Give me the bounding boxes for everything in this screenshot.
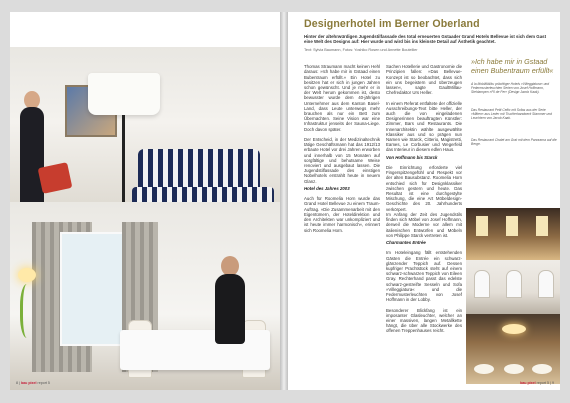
waiter-head [221,256,239,276]
bellboy-figure [20,107,44,207]
window [506,216,518,236]
arched-window [506,270,522,298]
left-page [10,12,280,390]
body-text: Im Anfang der Zeit des Jugendstils finden sich Möbel von Josef Hoffmann, derweil die Moderne vor allem mit italienischen Entwürfen und Möbeln von Philippe Starck vertreten ist. [386,211,462,238]
arched-window [538,270,554,298]
wall-sconce [18,268,36,282]
body-text: Die Einrichtung erforderte viel Fingerspitzengefühl und Respekt vor der alten Bausubstanz. Roomelia Horn entschied sich für Designklassiker zwischen gestern und heute. Das Resultat ist eine durchgestylte Mischung, die eine Art Möbeldesign-Geschichte des 20. Jahrhunderts verkörpert. [386,165,462,212]
photo-caption: Das Restaurant Petit Celtic mit Sofas aus der Serie »Mitten« aus Leder mit Tischlerhandwerk Stammer und Leuchtern von Jacob Kaak. [471,108,552,121]
window [476,216,488,236]
footer-section: report 5 [37,381,50,385]
hall-photo [466,260,560,314]
pull-quote: »Ich habe mir in Gstaad einen Bubentraum erfüllt« [471,57,554,75]
left-page-footer: 8 | bau pixel report 5 [16,381,50,385]
red-suitcase [38,162,73,194]
chandelier [502,324,526,334]
right-page-footer: bau pixel report 5 | 9 [520,381,554,385]
photo-caption: A la Mobilität/ku prächtiger Hotels »Villeggiatura« und Federmusterleuchten Serien von Josef Hoffmann, Stehlampen »Fil de Fer« (Design Jacob Kaak). [471,82,550,95]
right-page [288,12,560,390]
subhead-hotel-des-jahres: Hotel des Jahres 2003 [304,185,350,191]
lobby-photo [10,47,280,214]
green-sculpture [20,284,37,338]
floor-lamp-pole [122,115,125,211]
restaurant-table [474,364,494,374]
photo-caption: Das Restaurant Chalet am Grat mit dem Panorama auf die Berge. [471,138,557,147]
arched-window [474,270,490,298]
text-column-2 [386,59,462,334]
dining-table [120,330,270,370]
body-text: Auch für Roomelia Horn wurde das Grand Hotel Bellevue zu einem Traum-Auftrag. »Die Zusammenarbeit mit den Eigentümern, der Hoteldirektion und den Architekten war unkompliziert und ist heute immer harmonisch«, erinnert sich Roomelia Horn. [304,196,380,233]
footer-brand: bau pixel [20,381,37,385]
article-lede: Hinter der altehrwürdigen Jugendstilfassade des total erneuerten Gstaader Grand Hotels Bellevue ist sich dem Gast eine Welt des Designs auf: Hier wurde und wird bis ins kleinste Detail auf Ästhetik geachtet. [304,34,547,45]
subhead-charmantes-entree: Charmantes Entrée [386,239,426,245]
restaurant-table [504,364,524,374]
page-number: 9 [552,381,554,385]
body-text: Im Hoteleingang fällt entstehenden Gästen die Entrée ein schwarz-glänzender Teppich auf. Dessen kupfriger Prachtstück steht auf einem schwarz-schwarzen Teppich von Eileen Gray. Rechterhand passt das edelste schwarz-gestreifte Sesseln und Sofa »Villeggiatura« und die Federmusterleuchten von Josef Hoffmann in der Lobby. Besonderer Blickfang ist ein imposanter Glasleuchter, welcher an einer massiven, langen Metallkette hängt, die über alle Stockwerke des offenen Treppenhauses reicht. [386,250,462,334]
footer-brand: bau pixel [520,381,536,385]
subhead-hoffmann-starck: Von Hoffmann bis Starck [386,154,438,160]
dining-room-photo [10,202,280,390]
article-title: Designerhotel im Berner Oberland [304,18,480,30]
lounge-photo [466,208,560,260]
body-text: Thomas Straumann macht keinen Hehl daraus: »Ich habe mir in Gstaad einen Bubentraum erfüllt.« Ein Hotel zu besitzen hat er sich in jungen Jahren schon gewünscht. Und je mehr er in der Welt herum gekommen ist, desto bewusster wurde dem 40-jährigen Unternehmer aus dem Kanton Basel-Land, dass Leute unterwegs mehr brauchen als nur ein Bett zum Übernachten. Seine Vision war eine Infrastruktur jenseits der Sauna-Liege. Doch davon später. Der Entscheid, in der Medizinaltechnik tätige Geschäftsmann hat das 1912/13 erbaute Hotel vor drei Jahren erworben und innerhalb von 15 Monaten auf sorgfältige und behutsame Weise renoviert und ausgebaut lassen. Die Jugendstilfassade des einstigen Nobelhotels erstrahlt heute in neuem Glanz. [304,64,380,184]
floor-lamp-shade [88,73,160,115]
window [536,216,548,236]
page-number: 8 [16,381,18,385]
waiter-figure [215,274,245,344]
article-byline: Text: Sylvia Baumann, Fotos: Yoshiko Rosen und Annette Boutellier [304,48,418,52]
restaurant-photo [466,314,560,384]
text-column-1 [304,59,380,233]
body-text: Sachen Hotellerie und Gastronomie die Prinzipien fallen: »Das Bellevue-Konzept ist so beobachtet, dass sich ein uns begeistern und überzeugen lassen«, sagte GaultMillau-Chefredaktor Urs Heller. In einem Referat entfaltete der offizielle Ausschreibungs-Text bitte Heller, der auch die von eingeladenen Designerinnen beauftragten Künstler: Zimmer, Bars und Restaurants. Die Innenarchitektin wählte ausgewählte Klassiker aus und so prägen nun Namen wie Starck, Citterio, Magistretti, Eames, Le Corbusier und Wegerfeld das Interieur in diesem edlen Haus. [386,64,462,153]
book-spine [280,12,288,390]
footer-section: report 5 [536,381,550,385]
restaurant-table [532,364,552,374]
